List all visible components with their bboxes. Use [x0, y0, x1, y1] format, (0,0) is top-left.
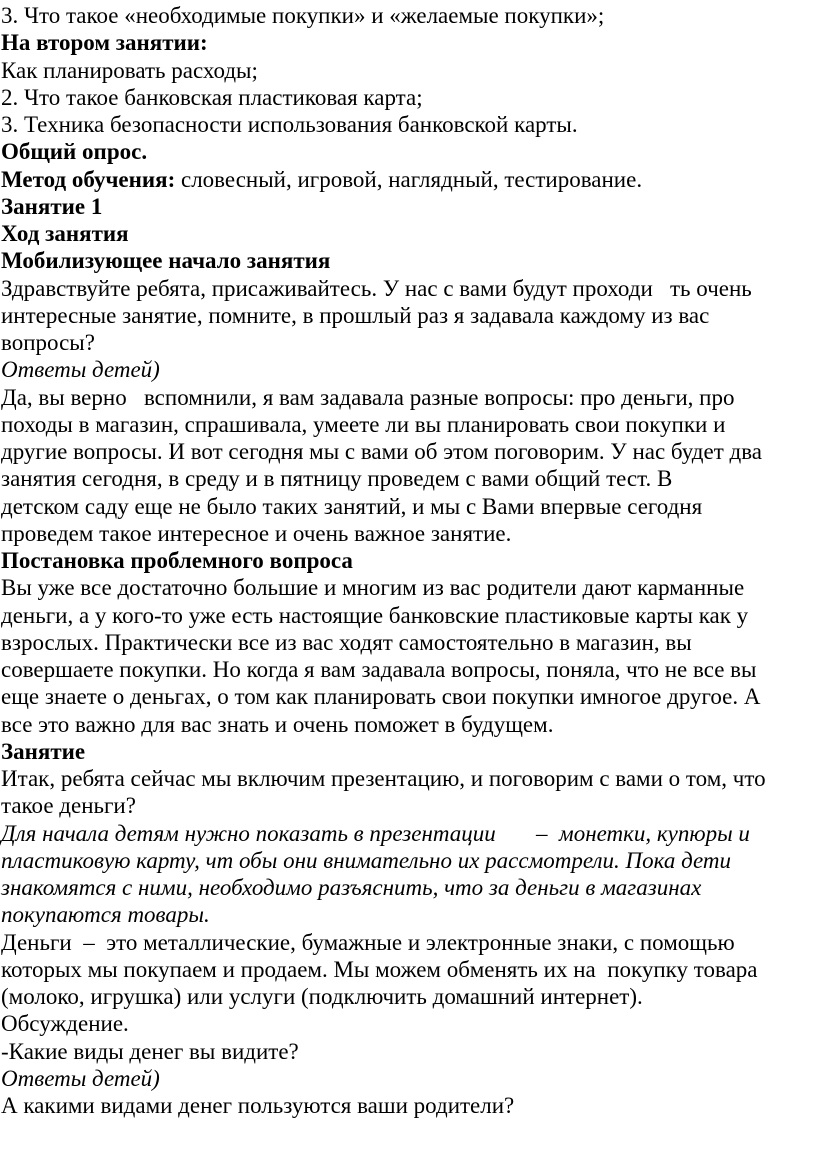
text-line: Обсуждение.	[1, 1011, 129, 1037]
text-line: Как планировать расходы;	[1, 57, 258, 83]
text-line: Итак, ребята сейчас мы включим презентацию, и поговорим с вами о том, что	[1, 766, 766, 791]
text-line: которых мы покупаем и продаем. Мы можем обменять их на покупку товара	[1, 956, 758, 982]
text-line: (молоко, игрушка) или услуги (подключить домашний интернет).	[1, 984, 643, 1009]
text-line: Вы уже все достаточно большие и многим из вас родители дают карманные	[1, 575, 745, 601]
italic-note-line: знакомятся с ними, необходимо разъяснить, что за деньги в магазинах	[1, 875, 702, 900]
text-line	[0, 166, 816, 193]
text-line: походы в магазин, спрашивала, умеете ли вы планировать свои покупки и	[1, 411, 726, 437]
text-line: совершаете покупки. Но когда я вам задавала вопросы, поняла, что не все вы	[1, 657, 757, 682]
text-line: 2. Что такое банковская пластиковая карта;	[1, 84, 423, 110]
heading-line: На втором занятии:	[1, 30, 208, 56]
text-line: деньги, а у кого-то уже есть настоящие банковские пластиковые карты как у	[1, 602, 749, 628]
text-line: взрослых. Практически все из вас ходят самостоятельно в магазин, вы	[1, 629, 692, 655]
text-line: А какими видами денег пользуются ваши родители?	[1, 1093, 515, 1118]
italic-note-line: Ответы детей)	[1, 357, 160, 383]
heading-line: Ход занятия	[1, 221, 129, 246]
text-line: детском саду еще не было таких занятий, и мы с Вами впервые сегодня	[1, 493, 703, 519]
text-line: 3. Что такое «необходимые покупки» и «желаемые покупки»;	[1, 3, 605, 28]
italic-note-line: покупаются товары.	[1, 902, 210, 928]
text-line: -Какие виды денег вы видите?	[1, 1038, 299, 1064]
text-line: такое деньги?	[1, 793, 136, 819]
text-line: другие вопросы. И вот сегодня мы с вами об этом поговорим. У нас будет два	[1, 439, 762, 464]
text-line: проведем такое интересное и очень важное занятие.	[1, 520, 512, 546]
text-line: Здравствуйте ребята, присаживайтесь. У нас с вами будут проходи ть очень	[1, 275, 752, 301]
text-line: 3. Техника безопасности использования банковской карты.	[1, 112, 578, 137]
text-line: еще знаете о деньгах, о том как планировать свои покупки имногое другое. А	[1, 684, 761, 710]
text-line: интересные занятие, помните, в прошлый раз я задавала каждому из вас	[1, 302, 710, 328]
text-line: вопросы?	[1, 330, 95, 355]
heading-line: Постановка проблемного вопроса	[1, 548, 353, 573]
heading-line: Занятие	[1, 738, 86, 764]
heading-line: Занятие 1	[1, 193, 103, 219]
text-line: Деньги – это металлические, бумажные и электронные знаки, с помощью	[1, 929, 735, 955]
heading-line: Общий опрос.	[1, 139, 148, 165]
heading-line: Мобилизующее начало занятия	[1, 248, 331, 274]
inline-text: словесный, игровой, наглядный, тестирование.	[175, 166, 643, 192]
italic-note-line: пластиковую карту, чт обы они внимательно их рассмотрели. Пока дети	[1, 847, 732, 873]
inline-bold-label: Метод обучения:	[1, 166, 176, 192]
italic-note-line: Ответы детей)	[1, 1065, 160, 1091]
italic-note-line: Для начала детям нужно показать в презентации – монетки, купюры и	[1, 820, 750, 846]
text-line: Да, вы верно вспомнили, я вам задавала разные вопросы: про деньги, про	[1, 384, 735, 410]
text-line: занятия сегодня, в среду и в пятницу проведем с вами общий тест. В	[1, 466, 673, 492]
text-line: все это важно для вас знать и очень поможет в будущем.	[1, 711, 554, 737]
